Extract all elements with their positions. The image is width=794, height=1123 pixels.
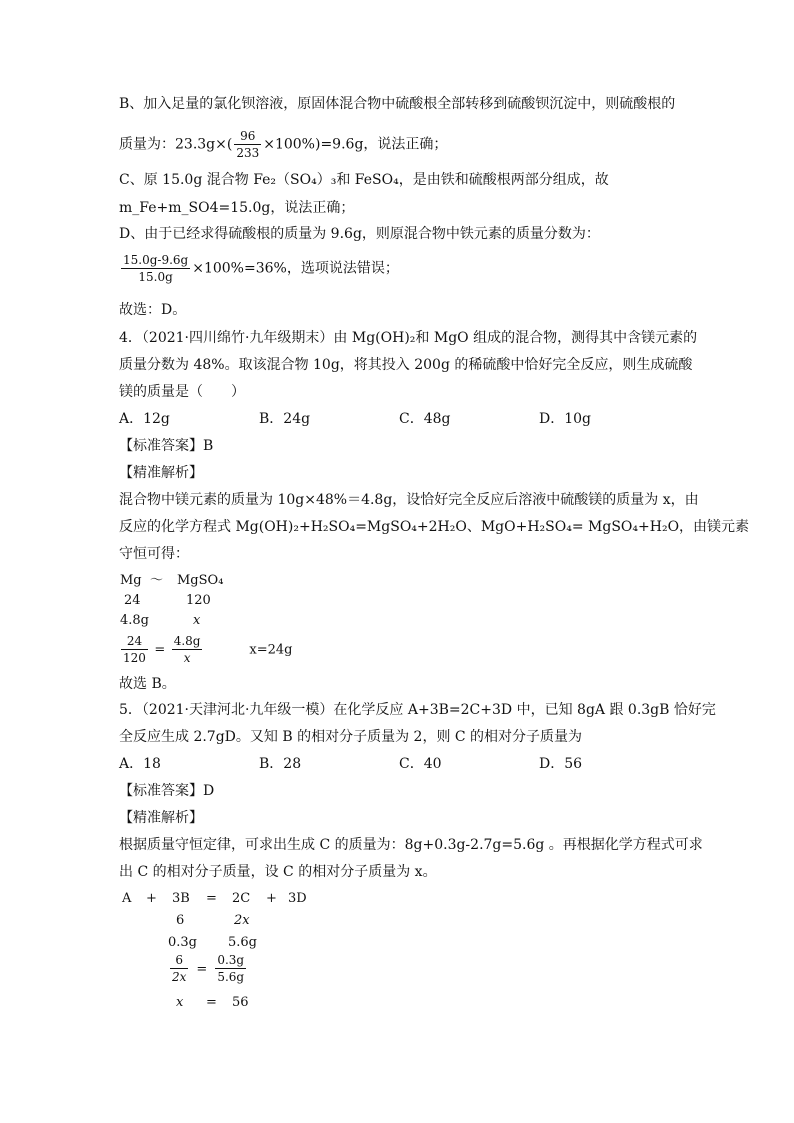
q5-analysis-title: 【精准解析】 <box>119 810 203 826</box>
q5-calc-eq: = <box>206 891 217 906</box>
q5-calc-6: 6 <box>176 913 185 928</box>
q3-d-line2 <box>119 252 399 285</box>
q5-frac1-num: 6 <box>170 952 188 969</box>
q4-option-a: A．12g <box>119 411 170 427</box>
q4-options <box>119 409 679 429</box>
q4-stem-line3: 镁的质量是（ ） <box>119 384 245 400</box>
q5-calc-eq2: = <box>206 995 217 1010</box>
q5-calc-2x: 2x <box>234 913 250 928</box>
q5-frac1 <box>170 952 188 985</box>
q4-option-d: D．10g <box>539 411 592 427</box>
q5-analysis-line2: 出 C 的相对分子质量，设 C 的相对分子质量为 x。 <box>119 864 437 880</box>
q5-frac2-num: 0.3g <box>217 953 245 967</box>
q4-calc-120: 120 <box>186 593 211 608</box>
q5-calc-56: 56 <box>232 995 249 1010</box>
q4-calc-mg: Mg <box>120 573 142 588</box>
q3-b-frac-num: 96 <box>234 128 261 145</box>
q4-calc-proportion <box>119 633 292 666</box>
q5-option-b: B．28 <box>259 756 302 772</box>
q3-b-line1: B、加入足量的氯化钡溶液，原固体混合物中硫酸根全部转移到硫酸钡沉淀中，则硫酸根的 <box>119 96 676 112</box>
q5-frac2-den: 5.6g <box>217 970 245 984</box>
q3-b-post: ×100%)=9.6g，说法正确； <box>263 136 448 153</box>
q5-stem-line2: 全反应生成 2.7gD。又知 B 的相对分子质量为 2，则 C 的相对分子质量为 <box>119 729 583 745</box>
q3-b-fraction <box>234 128 261 161</box>
q3-c-line1: C、原 15.0g 混合物 Fe₂（SO₄）₃和 FeSO₄，是由铁和硫酸根两部分组成，故 <box>119 172 609 188</box>
q3-d-fraction <box>121 252 190 285</box>
q4-stem-line1: 4．（2021·四川绵竹·九年级期末）由 Mg(OH)₂和 MgO 组成的混合物，测得其中含镁元素的 <box>119 330 698 346</box>
q4-frac1-den: 120 <box>123 651 146 665</box>
q5-stem-line1: 5．（2021·天津河北·九年级一模）在化学反应 A+3B=2C+3D 中，已知 8gA 跟 0.3gB 恰好完 <box>119 702 716 718</box>
q4-result: x=24g <box>249 642 293 658</box>
q5-frac2 <box>215 952 246 985</box>
q5-option-c: C．40 <box>399 756 442 772</box>
q4-answer: 故选 B。 <box>119 676 176 692</box>
q5-calc-3b: 3B <box>172 891 190 906</box>
q5-calc-proportion <box>168 952 248 985</box>
q4-frac2-den: x <box>183 651 191 665</box>
q5-calc-a: A <box>122 891 132 906</box>
q4-analysis-line3: 守恒可得： <box>119 546 189 562</box>
q4-option-c: C．48g <box>399 411 451 427</box>
q4-calc-tilde: ～ <box>150 573 164 588</box>
q5-calc-2c: 2C <box>232 891 251 906</box>
q4-calc-48g: 4.8g <box>120 613 149 628</box>
q3-b-line2 <box>119 128 447 161</box>
q5-options <box>119 754 679 774</box>
q4-equals: = <box>154 642 166 658</box>
q5-frac-eq: = <box>196 961 208 977</box>
q5-option-a: A．18 <box>119 756 161 772</box>
q4-stem-line2: 质量分数为 48%。取该混合物 10g，将其投入 200g 的稀硫酸中恰好完全反应，则生成硫酸 <box>119 357 693 373</box>
q4-analysis-line1: 混合物中镁元素的质量为 10g×48%＝4.8g，设恰好完全反应后溶液中硫酸镁的质量为 x，由 <box>119 492 699 508</box>
q4-frac1-num: 24 <box>121 633 148 650</box>
q3-d-line1: D、由于已经求得硫酸根的质量为 9.6g，则原混合物中铁元素的质量分数为： <box>119 226 600 242</box>
q4-frac1 <box>121 633 148 666</box>
q3-b-pre: 质量为：23.3g×( <box>119 136 233 153</box>
q4-frac2 <box>172 633 203 666</box>
q4-calc-x: x <box>193 613 201 628</box>
q4-analysis-title: 【精准解析】 <box>119 465 203 481</box>
q5-standard-answer: 【标准答案】D <box>119 783 215 799</box>
q4-analysis-line2: 反应的化学方程式 Mg(OH)₂+H₂SO₄=MgSO₄+2H₂O、MgO+H₂SO₄= MgSO₄+H₂O，由镁元素 <box>119 519 750 535</box>
q5-calc-x: x <box>176 995 184 1010</box>
q5-option-d: D．56 <box>539 756 583 772</box>
q5-calc-56g: 5.6g <box>228 935 257 950</box>
q5-calc-plus1: + <box>146 891 157 906</box>
q5-frac1-den: 2x <box>172 970 187 984</box>
q4-frac2-num: 4.8g <box>173 634 201 648</box>
q4-calc-24: 24 <box>124 593 141 608</box>
q3-c-line2: m_Fe+m_SO4=15.0g，说法正确； <box>119 200 355 216</box>
q5-calc-03g: 0.3g <box>168 935 197 950</box>
q3-d-frac-num: 15.0g-9.6g <box>123 253 189 267</box>
q4-calc-mgso4: MgSO₄ <box>177 573 224 588</box>
q4-option-b: B．24g <box>259 411 311 427</box>
q4-standard-answer: 【标准答案】B <box>119 438 214 454</box>
q5-analysis-line1: 根据质量守恒定律，可求出生成 C 的质量为：8g+0.3g-2.7g=5.6g 。再根据化学方程式可求 <box>119 837 703 853</box>
q3-b-frac-den: 233 <box>236 146 260 160</box>
q3-d-post: ×100%=36%，选项说法错误； <box>192 260 399 277</box>
q5-calc-3d: 3D <box>288 891 307 906</box>
q5-calc-plus2: + <box>266 891 277 906</box>
q3-answer: 故选：D。 <box>119 302 187 318</box>
q3-d-frac-den: 15.0g <box>138 270 173 284</box>
